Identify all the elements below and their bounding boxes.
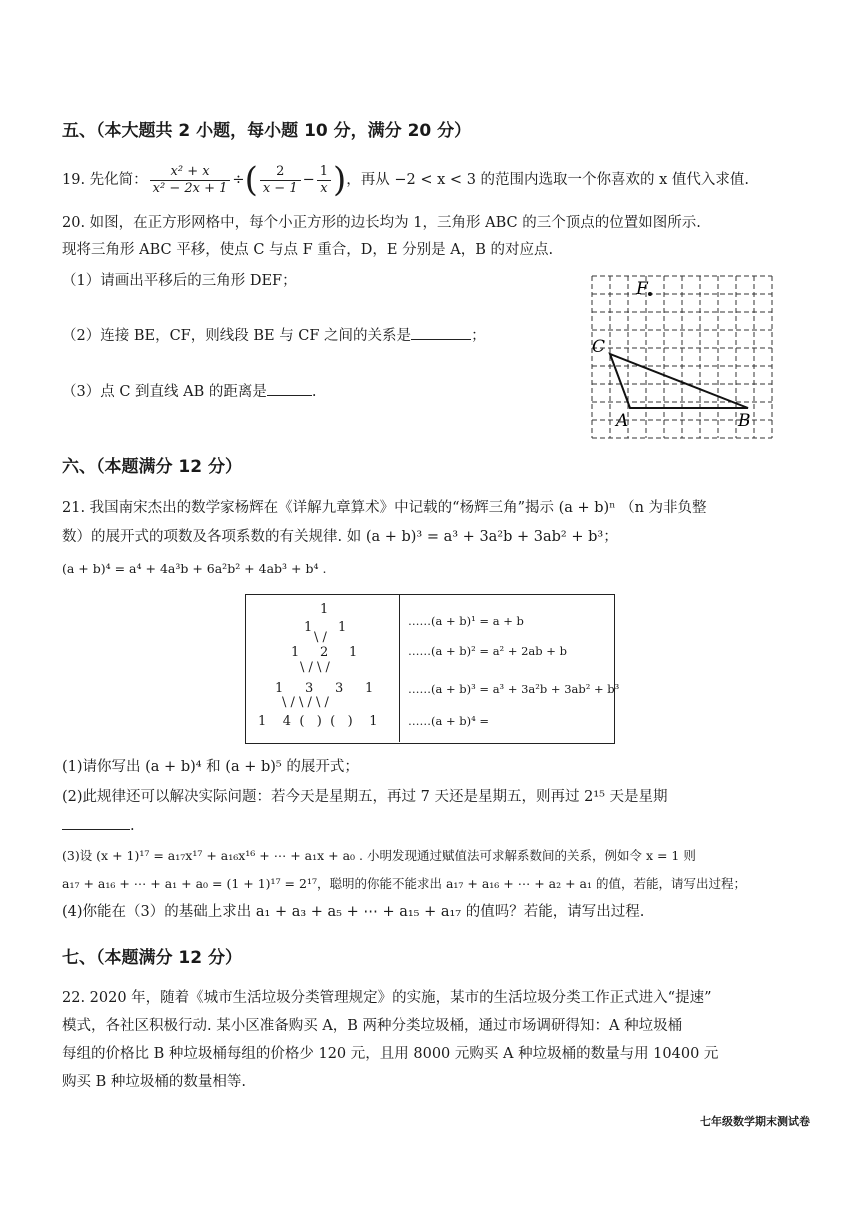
q19-lparen: ( bbox=[244, 160, 258, 200]
q22-line-4: 购买 B 种垃圾桶的数量相等. bbox=[62, 1074, 246, 1090]
q21-answer-blank bbox=[62, 815, 130, 830]
tri-r2a: 1 bbox=[291, 645, 300, 660]
tri-r4: 1 4 ( ) ( ) 1 bbox=[258, 714, 378, 729]
tri-r1b: 1 bbox=[338, 620, 347, 635]
page-footer: 七年级数学期末测试卷 bbox=[700, 1115, 810, 1128]
q19-fraction-2 bbox=[260, 164, 301, 197]
q19-fraction-3 bbox=[317, 164, 331, 197]
q19-frac2-num: 2 bbox=[260, 164, 301, 181]
q21-sub-3-line-1: (3)设 (x + 1)¹⁷ = a₁₇x¹⁷ + a₁₆x¹⁶ + ⋯ + a₁x + a₀ . 小明发现通过赋值法可求解系数间的关系，例如令 x = 1 则 bbox=[62, 848, 696, 863]
tri-slash-1: \ / bbox=[314, 630, 327, 645]
triangle-abc bbox=[610, 354, 748, 408]
section-7-title: 七、（本题满分 12 分） bbox=[62, 948, 242, 968]
q19-prefix: 19. 先化简： bbox=[62, 172, 148, 188]
q20-part-3-end: . bbox=[311, 384, 317, 400]
q20-line-2: 现将三角形 ABC 平移，使点 C 与点 F 重合，D，E 分别是 A，B 的对应点. bbox=[62, 242, 554, 258]
q20-answer-blank-2 bbox=[411, 325, 471, 340]
q19-minus: − bbox=[302, 172, 315, 188]
q22-line-3: 每组的价格比 B 种垃圾桶每组的价格少 120 元，且用 8000 元购买 A 种垃圾桶的数量与用 10400 元 bbox=[62, 1046, 719, 1062]
expansion-1: ……(a + b)¹ = a + b bbox=[408, 614, 524, 628]
q20-part-2-end: ； bbox=[471, 328, 486, 344]
section-5-title: 五、（本大题共 2 小题，每小题 10 分，满分 20 分） bbox=[62, 121, 472, 141]
question-19 bbox=[62, 160, 749, 200]
q21-sub-2: (2)此规律还可以解决实际问题：若今天是星期五，再过 7 天还是星期五，则再过 2¹⁵ 天是星期 bbox=[62, 789, 668, 805]
tri-r3a: 1 bbox=[275, 681, 284, 696]
q21-sub-2-end: . bbox=[130, 818, 135, 834]
label-c: C bbox=[592, 337, 606, 357]
tri-slash-2: \ / \ / bbox=[300, 660, 330, 675]
q21-sub-2-answer bbox=[62, 815, 135, 836]
q22-line-1: 22. 2020 年，随着《城市生活垃圾分类管理规定》的实施，某市的生活垃圾分类工作正式进入“提速” bbox=[62, 990, 712, 1006]
tri-r3b: 3 bbox=[305, 681, 314, 696]
q19-div: ÷ bbox=[232, 172, 245, 188]
tri-r1a: 1 bbox=[304, 620, 313, 635]
label-f: F bbox=[636, 279, 648, 299]
q20-part-2 bbox=[62, 325, 486, 346]
q21-sub-1: (1)请你写出 (a + b)⁴ 和 (a + b)⁵ 的展开式； bbox=[62, 759, 359, 775]
expansion-2: ……(a + b)² = a² + 2ab + b bbox=[408, 644, 567, 658]
q19-frac3-num: 1 bbox=[317, 164, 331, 181]
q20-answer-blank-3 bbox=[267, 381, 312, 396]
square-grid-figure bbox=[588, 272, 788, 454]
tri-r2c: 1 bbox=[349, 645, 358, 660]
q19-frac1-num: x² + x bbox=[150, 164, 231, 181]
q19-frac1-den: x² − 2x + 1 bbox=[152, 180, 228, 196]
tri-r2b: 2 bbox=[320, 645, 329, 660]
q21-sub-3-line-2: a₁₇ + a₁₆ + ⋯ + a₁ + a₀ = (1 + 1)¹⁷ = 2¹⁷，聪明的你能不能求出 a₁₇ + a₁₆ + ⋯ + a₂ + a₁ 的值，若能，请写出过程； bbox=[62, 876, 746, 891]
tri-slash-3: \ / \ / \ / bbox=[282, 695, 329, 710]
q21-line-2: 数）的展开式的项数及各项系数的有关规律. 如 (a + b)³ = a³ + 3a²b + 3ab² + b³； bbox=[62, 529, 618, 545]
q22-line-2: 模式，各社区积极行动. 某小区准备购买 A，B 两种分类垃圾桶，通过市场调研得知：A 种垃圾桶 bbox=[62, 1018, 683, 1034]
expansion-3: ……(a + b)³ = a³ + 3a²b + 3ab² + b³ bbox=[408, 682, 620, 696]
q21-line-1: 21. 我国南宋杰出的数学家杨辉在《详解九章算术》中记载的“杨辉三角”揭示 (a + b)ⁿ （n 为非负整 bbox=[62, 500, 707, 516]
section-6-title: 六、（本题满分 12 分） bbox=[62, 457, 242, 477]
expansion-4: ……(a + b)⁴ = bbox=[408, 714, 490, 728]
q19-rparen: ) bbox=[333, 160, 347, 200]
tri-r3c: 3 bbox=[335, 681, 344, 696]
q19-fraction-1 bbox=[150, 164, 231, 197]
q20-part-1: （1）请画出平移后的三角形 DEF； bbox=[62, 273, 297, 289]
q20-part-3 bbox=[62, 381, 317, 402]
q20-line-1: 20. 如图，在正方形网格中，每个小正方形的边长均为 1，三角形 ABC 的三个顶点的位置如图所示. bbox=[62, 215, 701, 231]
label-b: B bbox=[738, 411, 751, 431]
q20-part-2-text: （2）连接 BE，CF，则线段 BE 与 CF 之间的关系是 bbox=[62, 328, 412, 344]
tri-r3d: 1 bbox=[365, 681, 374, 696]
q19-frac2-den: x − 1 bbox=[262, 180, 298, 196]
q21-line-3: (a + b)⁴ = a⁴ + 4a³b + 6a²b² + 4ab³ + b⁴ . bbox=[62, 561, 327, 576]
point-f bbox=[648, 292, 652, 296]
q21-sub-4: (4)你能在（3）的基础上求出 a₁ + a₃ + a₅ + ⋯ + a₁₅ + a₁₇ 的值吗？若能，请写出过程. bbox=[62, 904, 645, 920]
table-divider bbox=[399, 594, 400, 742]
q19-suffix: ，再从 −2 < x < 3 的范围内选取一个你喜欢的 x 值代入求值. bbox=[346, 172, 750, 188]
q19-frac3-den: x bbox=[320, 180, 328, 196]
label-a: A bbox=[616, 411, 629, 431]
q20-part-3-text: （3）点 C 到直线 AB 的距离是 bbox=[62, 384, 267, 400]
tri-r0: 1 bbox=[320, 602, 329, 617]
